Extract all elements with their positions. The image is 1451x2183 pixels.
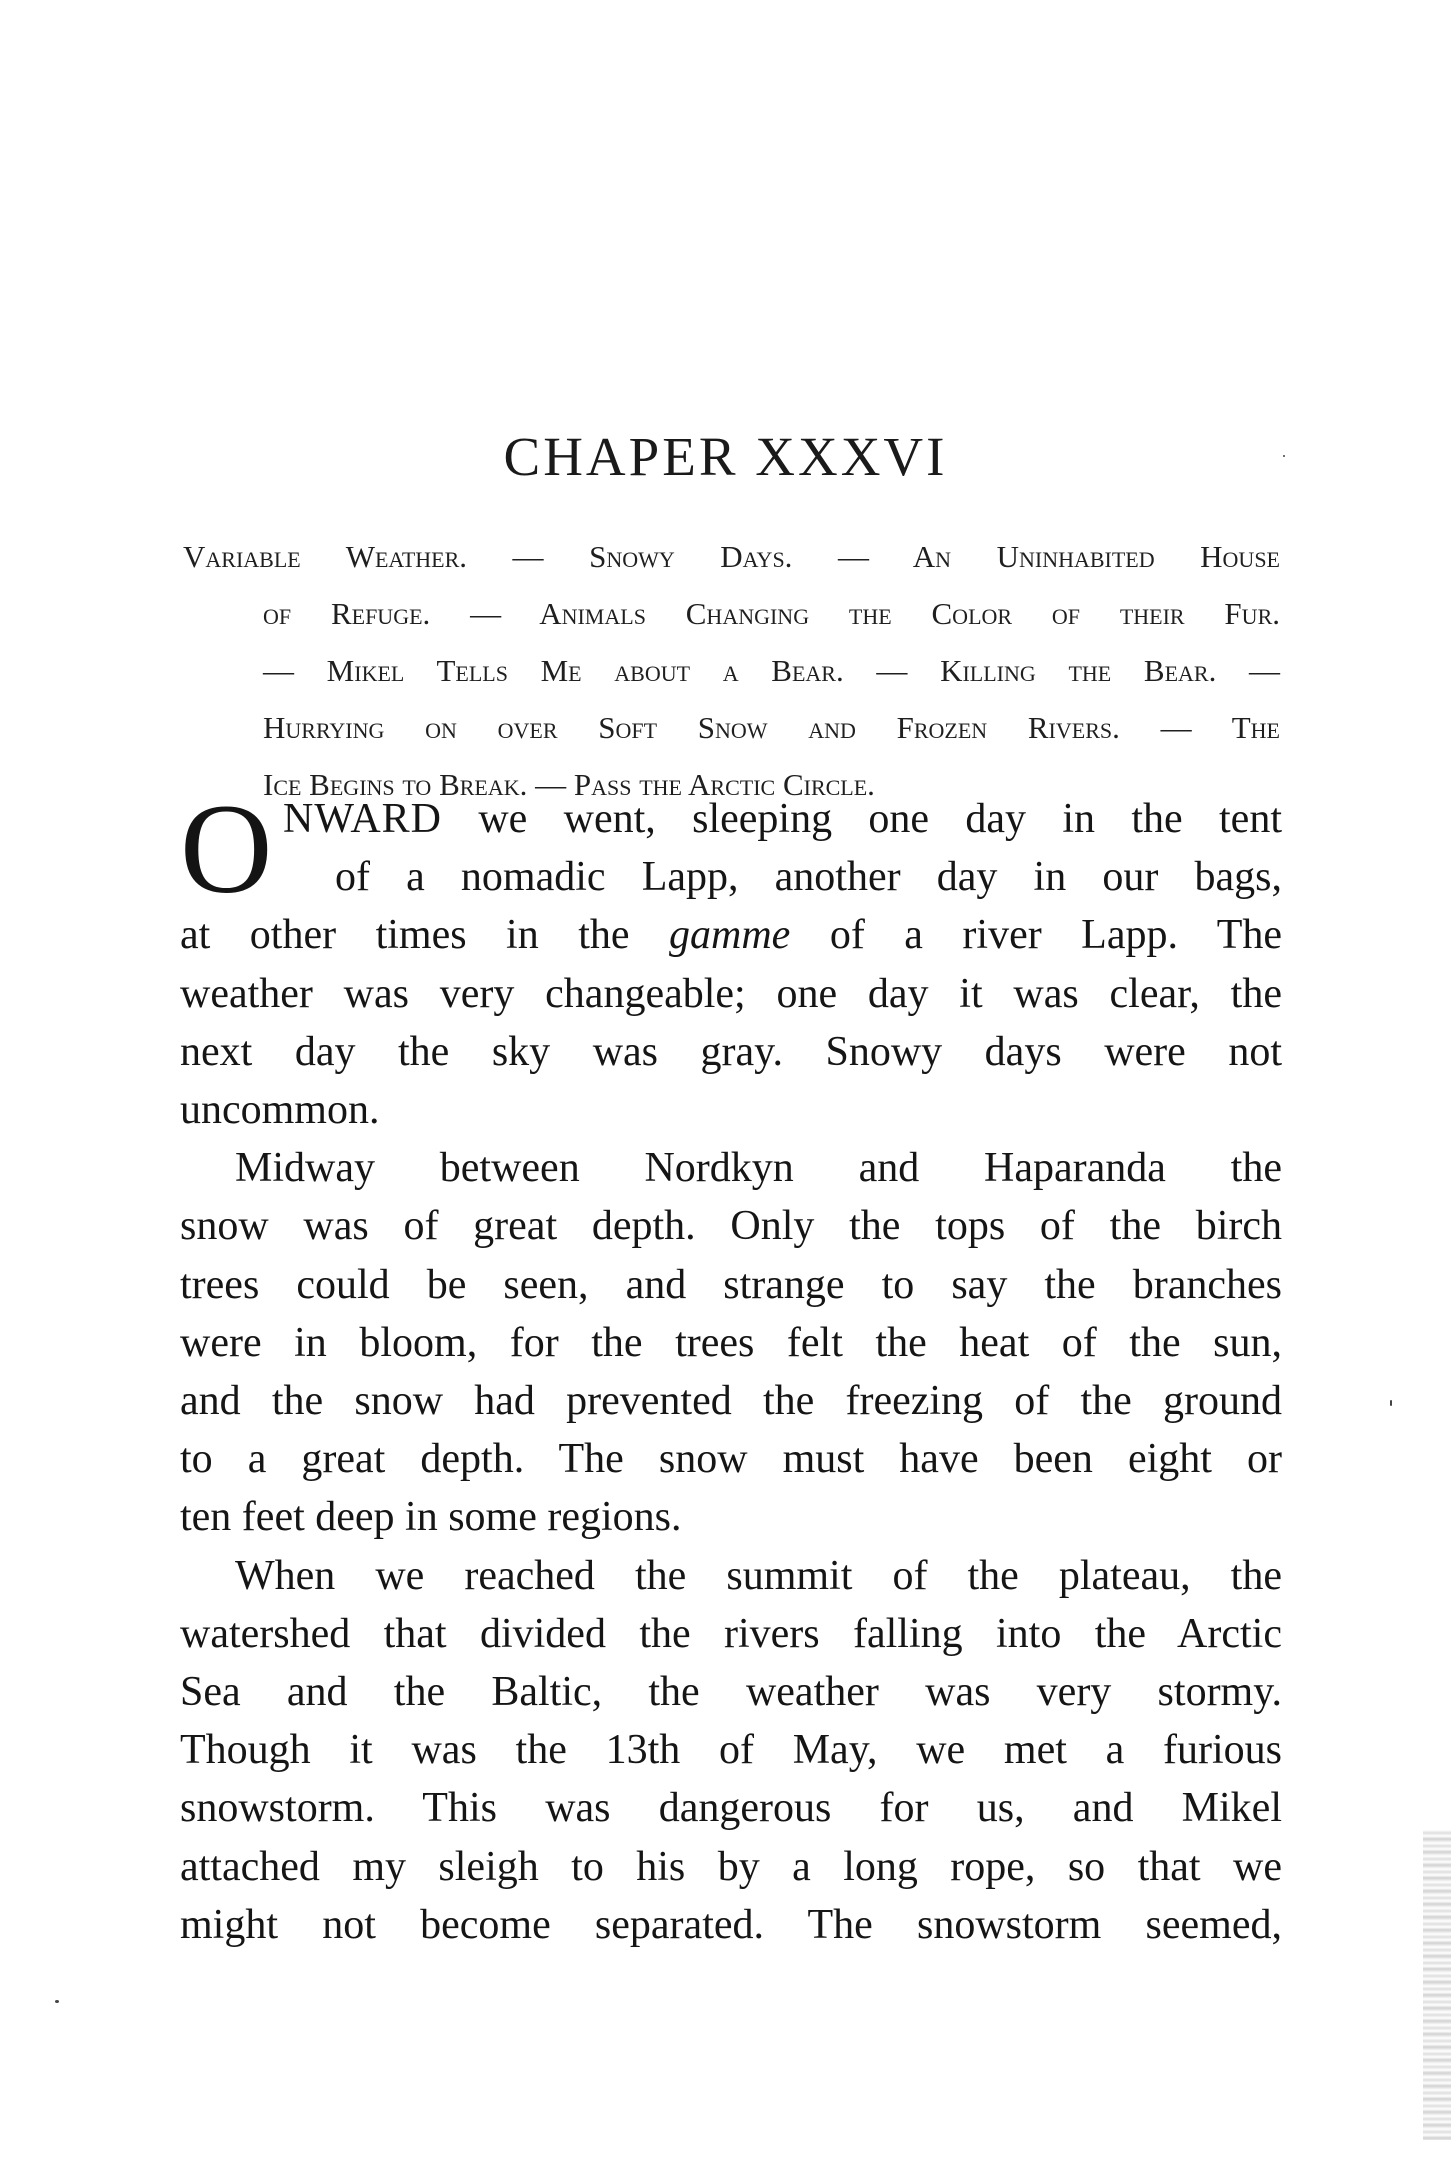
text-line: weather was very changeable; one day it was clear, the [180, 970, 1282, 1017]
synopsis-line: of Refuge. — Animals Changing the Color of their Fur. [263, 596, 1280, 631]
text-fragment: of a river Lapp. The [790, 912, 1282, 959]
text-line: might not become separated. The snowstorm seemed, [180, 1901, 1282, 1948]
synopsis-line: Hurrying on over Soft Snow and Frozen Rivers. — The [263, 710, 1280, 745]
scan-speck [1390, 1400, 1392, 1406]
text-line: to a great depth. The snow must have been eight or [180, 1436, 1282, 1483]
text-line: ten feet deep in some regions. [180, 1494, 682, 1541]
text-line [180, 906, 1282, 964]
paragraph-3 [180, 1547, 1282, 1954]
text-line: of a nomadic Lapp, another day in our bags, [335, 854, 1282, 901]
text-fragment: we went, sleeping one day in the tent [442, 796, 1282, 842]
text-line: uncommon. [180, 1087, 380, 1134]
text-line: trees could be seen, and strange to say the branches [180, 1261, 1282, 1308]
text-line: When we reached the summit of the plateau, the [235, 1552, 1282, 1599]
synopsis-line: Variable Weather. — Snowy Days. — An Uninhabited House [183, 539, 1280, 574]
text-line: next day the sky was gray. Snowy days were not [180, 1028, 1282, 1075]
text-line: Though it was the 13th of May, we met a furious [180, 1727, 1282, 1774]
text-line: and the snow had prevented the freezing of the ground [180, 1378, 1282, 1425]
synopsis-line: Ice Begins to Break. — Pass the Arctic Circle. [263, 767, 875, 802]
text-line: Sea and the Baltic, the weather was very stormy. [180, 1669, 1282, 1716]
text-line: attached my sleigh to his by a long rope, so that we [180, 1843, 1282, 1890]
opening-word: NWARD [283, 796, 442, 842]
drop-cap: O [180, 778, 273, 920]
chapter-synopsis [183, 528, 1280, 813]
paragraph-2 [180, 1139, 1282, 1546]
text-line: were in bloom, for the trees felt the heat of the sun, [180, 1319, 1282, 1366]
scan-speck [1283, 455, 1285, 457]
text-line: watershed that divided the rivers falling into the Arctic [180, 1610, 1282, 1657]
scan-edge-noise [1423, 1830, 1451, 2140]
chapter-title: CHAPER XXXVI [503, 426, 948, 487]
synopsis-line: — Mikel Tells Me about a Bear. — Killing the Bear. — [263, 653, 1280, 688]
text-fragment: at other times in the [180, 912, 670, 959]
text-line: Midway between Nordkyn and Haparanda the [235, 1145, 1282, 1192]
text-line: snow was of great depth. Only the tops of the birch [180, 1203, 1282, 1250]
scan-speck [55, 2000, 59, 2003]
text-line: snowstorm. This was dangerous for us, and Mikel [180, 1785, 1282, 1832]
italic-word: gamme [669, 912, 791, 959]
text-line [180, 790, 1282, 848]
